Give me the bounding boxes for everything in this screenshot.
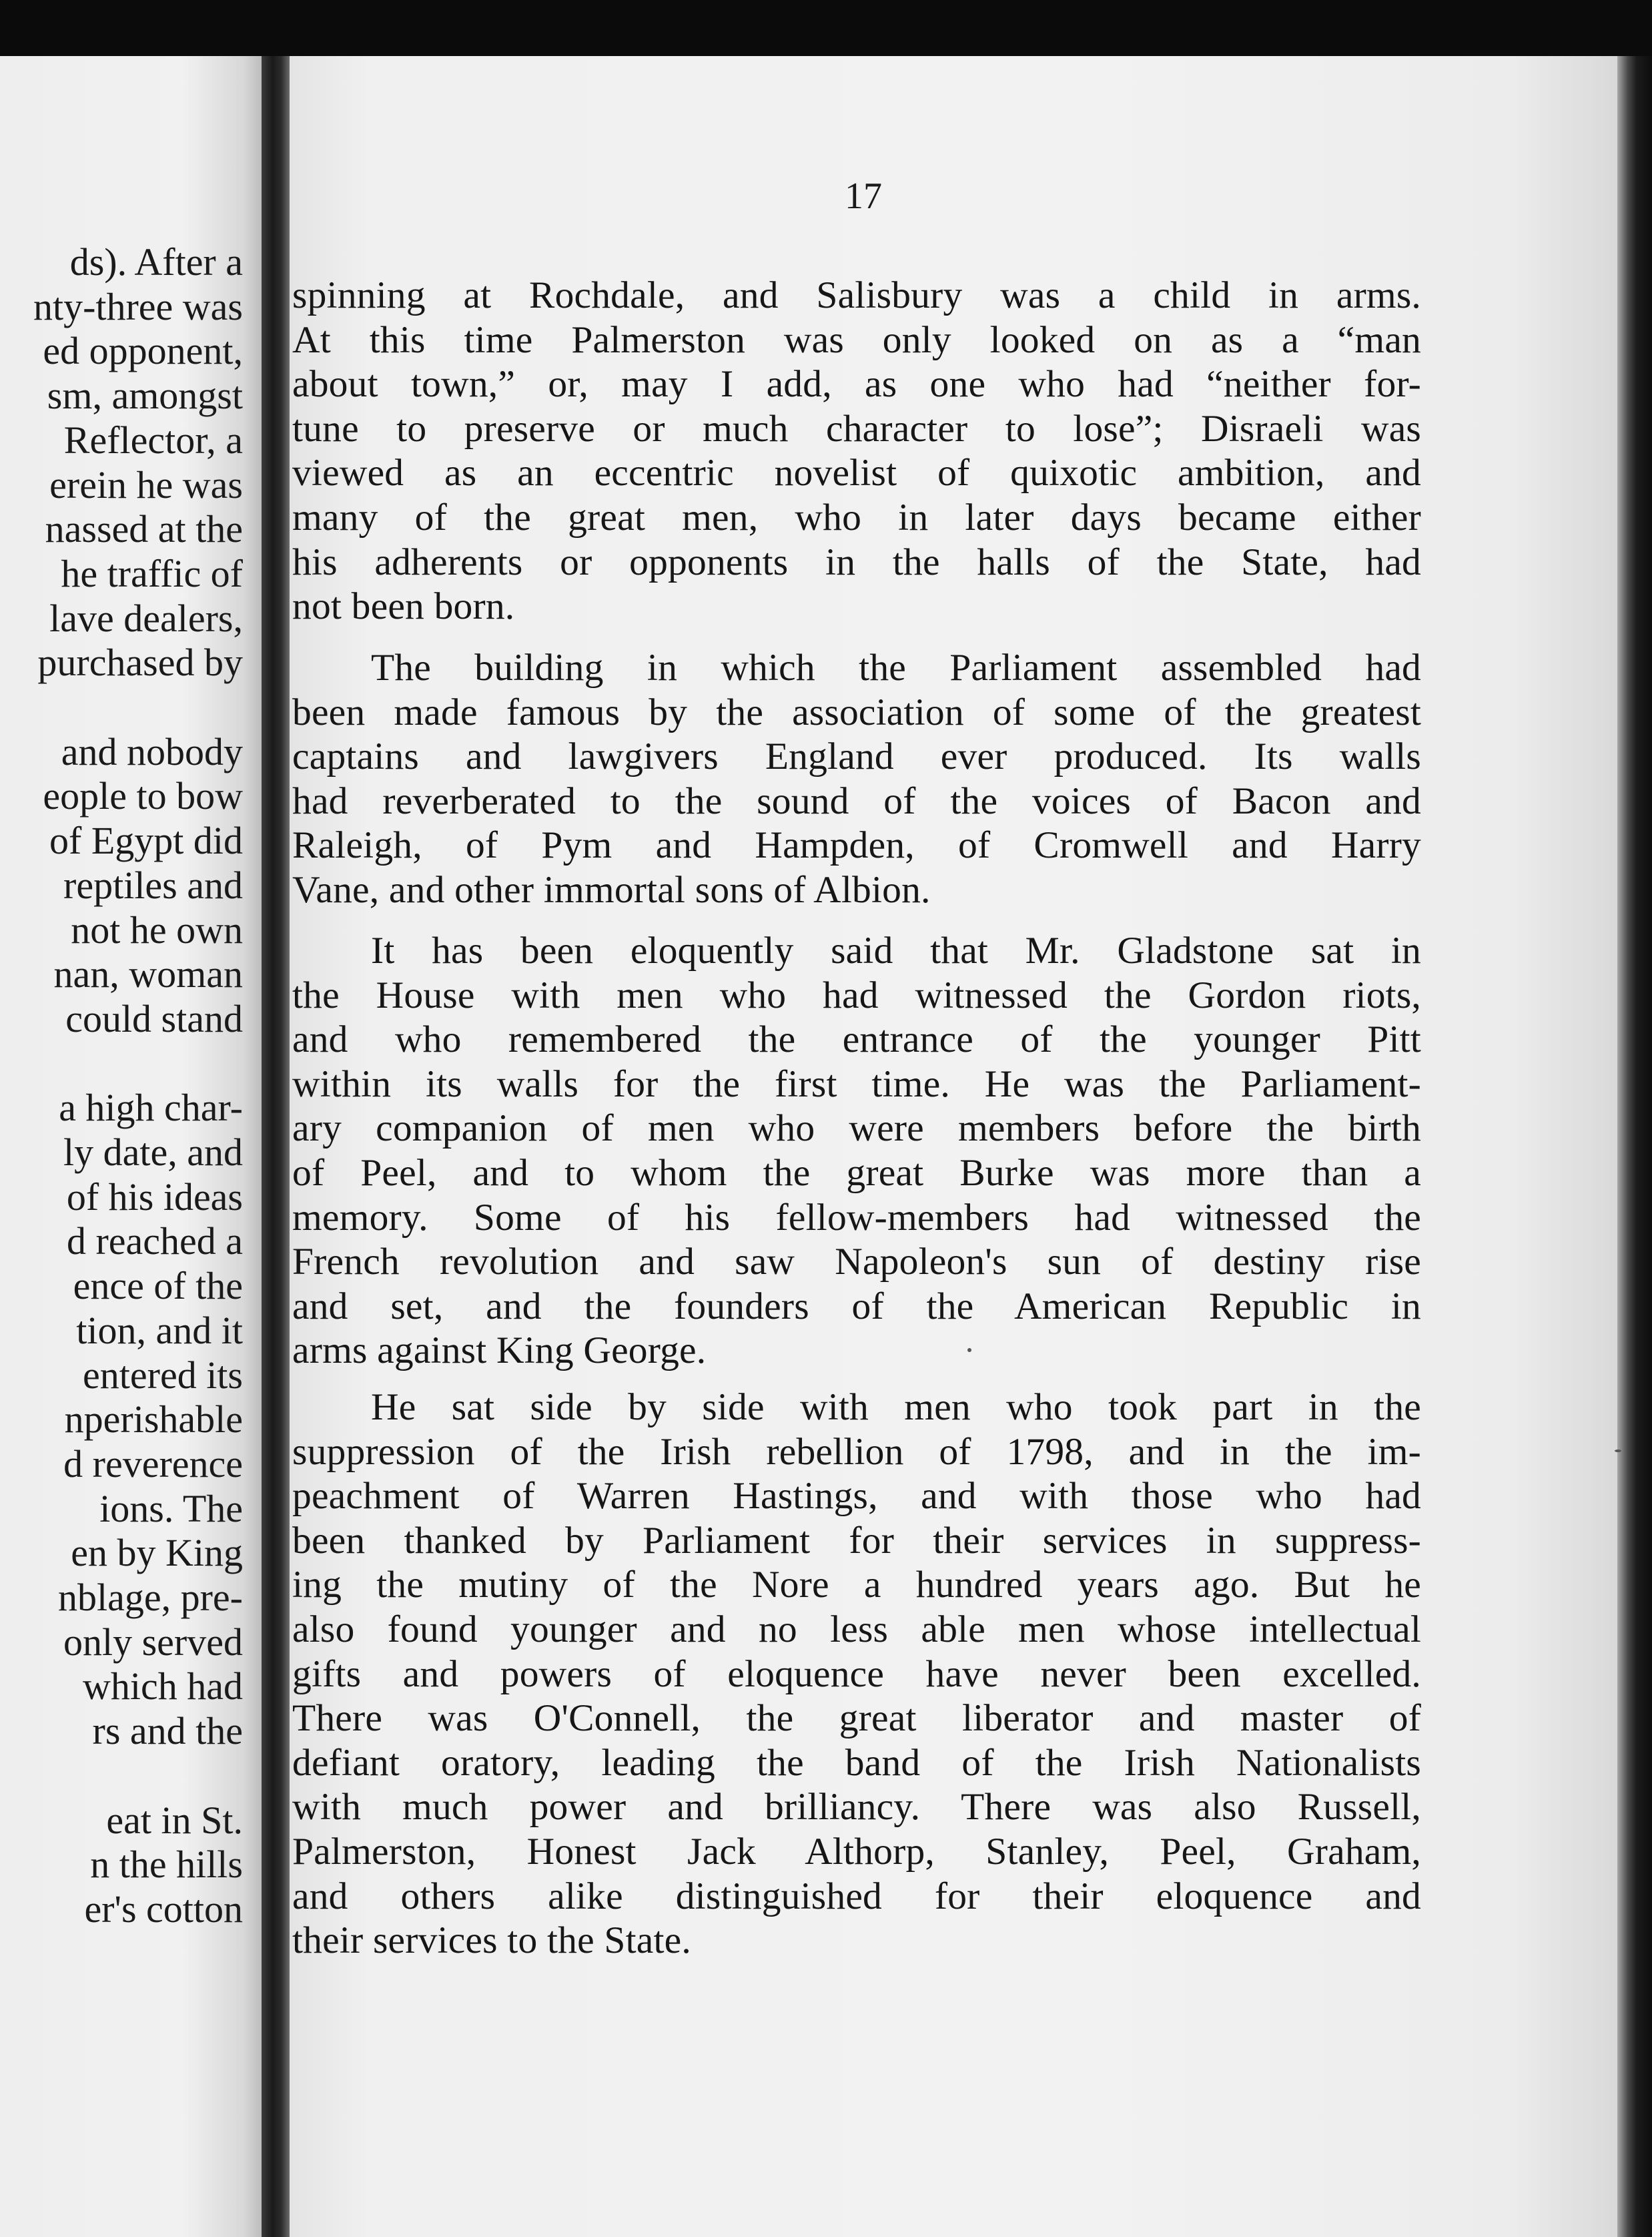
left-page-line: ence of the (73, 1264, 243, 1308)
paragraph-line: ary companion of men who were members before the birth (292, 1107, 1421, 1150)
paragraph-line: memory. Some of his fellow-members had witnessed the (292, 1196, 1421, 1239)
paragraph-line: French revolution and saw Napoleon's sun of destiny rise (292, 1241, 1421, 1283)
paragraph-line: defiant oratory, leading the band of the Irish Nationalists (292, 1741, 1421, 1784)
left-page-line: eople to bow (43, 774, 243, 818)
paragraph-line: suppression of the Irish rebellion of 1798, and in the im- (292, 1430, 1421, 1473)
paragraph-line: arms against King George. (292, 1329, 707, 1372)
paragraph-line: gifts and powers of eloquence have never been excelled. (292, 1652, 1421, 1695)
left-page-line: eat in St. (106, 1798, 243, 1842)
left-page-line: of his ideas (66, 1175, 243, 1219)
paragraph-line: At this time Palmerston was only looked on as a “man (292, 318, 1421, 361)
paragraph-line: Raleigh, of Pym and Hampden, of Cromwell and Harry (292, 824, 1421, 867)
left-page-line: nblage, pre- (58, 1576, 243, 1619)
paragraph-line: captains and lawgivers England ever produced. Its walls (292, 735, 1421, 778)
paragraph-line: and set, and the founders of the American Republic in (292, 1285, 1421, 1327)
paragraph-line: spinning at Rochdale, and Salisbury was a child in arms. (292, 274, 1421, 316)
left-page-line: and nobody (61, 729, 243, 773)
left-page-line: nan, woman (53, 952, 243, 996)
left-page-line: sm, amongst (47, 374, 243, 418)
paragraph-line: tune to preserve or much character to lose”; Disraeli was (292, 407, 1421, 450)
paragraph-line: of Peel, and to whom the great Burke was more than a (292, 1152, 1421, 1194)
scan-speck (967, 1348, 971, 1352)
paragraph-line: had reverberated to the sound of the voices of Bacon and (292, 779, 1421, 822)
left-page-line: erein he was (49, 462, 243, 507)
paragraph-line: There was O'Connell, the great liberator and master of (292, 1697, 1421, 1740)
paragraph-line: about town,” or, may I add, as one who had “neither for- (292, 363, 1421, 406)
paragraph-line: and who remembered the entrance of the younger Pitt (292, 1018, 1421, 1061)
paragraph-line: and others alike distinguished for their eloquence and (292, 1875, 1421, 1917)
left-page-line: lave dealers, (49, 596, 243, 640)
page-number: 17 (845, 176, 882, 217)
left-page-line: ions. The (99, 1486, 243, 1530)
left-page-line: d reverence (63, 1442, 243, 1486)
paragraph-line: the House with men who had witnessed the Gordon riots, (292, 974, 1421, 1016)
paragraph-line: within its walls for the first time. He was the Parliament- (292, 1062, 1421, 1105)
left-page-line: he traffic of (61, 551, 243, 595)
paragraph-line: been thanked by Parliament for their services in suppress- (292, 1519, 1421, 1562)
left-page-line: rs and the (92, 1709, 243, 1753)
paragraph-line: with much power and brilliancy. There was also Russell, (292, 1786, 1421, 1829)
left-page-line: which had (83, 1664, 243, 1708)
left-page-line: purchased by (37, 641, 243, 685)
left-page-line: n the hills (90, 1843, 243, 1887)
paragraph-line: It has been eloquently said that Mr. Gladstone sat in (371, 930, 1421, 972)
paragraph-line: The building in which the Parliament assembled had (371, 647, 1421, 689)
left-page-line: ds). After a (69, 240, 243, 284)
scan-speck (1615, 1450, 1621, 1452)
left-page-line: could stand (65, 996, 243, 1040)
left-page-line: en by King (71, 1531, 243, 1575)
left-page-line: nperishable (64, 1397, 243, 1442)
left-page-line: entered its (83, 1353, 243, 1397)
paragraph-line: ing the mutiny of the Nore a hundred years ago. But he (292, 1564, 1421, 1606)
paragraph-line: not been born. (292, 585, 515, 628)
left-page-line: nassed at the (45, 507, 243, 551)
left-page-line: only served (63, 1620, 243, 1664)
paragraph-line: his adherents or opponents in the halls of the State, had (292, 541, 1421, 583)
paragraph-line: viewed as an eccentric novelist of quixotic ambition, and (292, 452, 1421, 495)
paragraph-line: He sat side by side with men who took part in the (371, 1386, 1421, 1428)
paragraph-line: Palmerston, Honest Jack Althorp, Stanley, Peel, Graham, (292, 1831, 1421, 1873)
left-page-line: of Egypt did (49, 819, 243, 863)
left-page-line: Reflector, a (63, 418, 243, 462)
left-page-line: d reached a (66, 1219, 243, 1263)
paragraph-line: their services to the State. (292, 1919, 691, 1962)
left-page-line: not he own (71, 908, 243, 952)
left-page-line: a high char- (59, 1086, 243, 1130)
left-page-line: nty-three was (33, 284, 243, 328)
left-page-line: er's cotton (84, 1887, 243, 1931)
left-page-line: ly date, and (63, 1131, 243, 1174)
paragraph-line: Vane, and other immortal sons of Albion. (292, 869, 931, 911)
paragraph-line: been made famous by the association of some of the greatest (292, 691, 1421, 733)
paragraph-line: many of the great men, who in later days became either (292, 497, 1421, 539)
left-page-line: reptiles and (63, 863, 243, 907)
left-page-line: tion, and it (76, 1308, 243, 1352)
paragraph-line: also found younger and no less able men whose intellectual (292, 1608, 1421, 1650)
paragraph-line: peachment of Warren Hastings, and with those who had (292, 1475, 1421, 1518)
left-page-line: ed opponent, (43, 329, 243, 373)
